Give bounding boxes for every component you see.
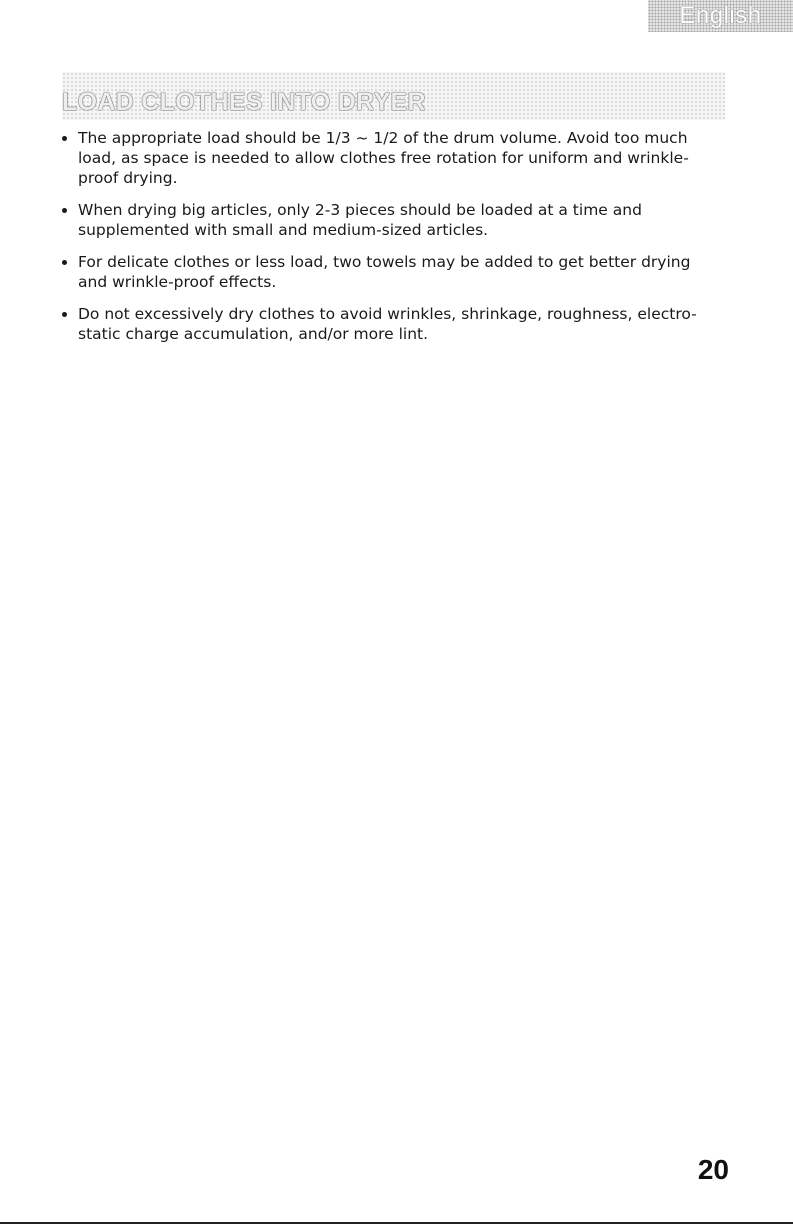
instruction-list [62,128,702,356]
list-item [62,252,702,292]
list-item [62,304,702,344]
list-item-text: For delicate clothes or less load, two towels may be added to get better drying and wrinkle-proof effects. [78,253,691,291]
bullet-icon [62,260,67,265]
page-number: 20 [697,1154,729,1185]
list-item-text: Do not excessively dry clothes to avoid wrinkles, shrinkage, roughness, electro-static charge accumulation, and/or more lint. [78,305,697,343]
list-item-text: When drying big articles, only 2-3 pieces should be loaded at a time and supplemented with small and medium-sized articles. [78,201,642,239]
bullet-icon [62,312,67,317]
section-title: LOAD CLOTHES INTO DRYER [62,88,426,116]
bottom-rule [0,1222,793,1224]
list-item-text: The appropriate load should be 1/3 ~ 1/2 of the drum volume. Avoid too much load, as space is needed to allow clothes free rotation for uniform and wrinkle-proof drying. [78,129,689,187]
bullet-icon [62,208,67,213]
list-item [62,128,702,188]
language-tab: English [648,0,793,32]
bullet-icon [62,136,67,141]
list-item [62,200,702,240]
